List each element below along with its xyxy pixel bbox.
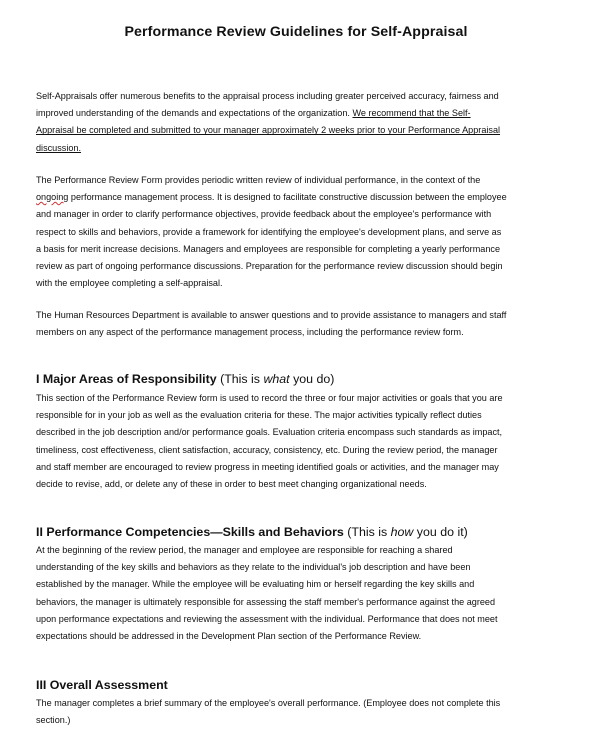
form-line-7: with the employee completing a self-appraisal. bbox=[36, 278, 223, 289]
intro-line-3: Appraisal be completed and submitted to your manager approximately 2 weeks prior to your Performance Appraisal bbox=[36, 125, 501, 136]
s1-line-6: decide to revise, add, or delete any of these in order to best meet changing organizational needs. bbox=[36, 479, 427, 490]
section-2-heading-title: II Performance Competencies—Skills and Behaviors bbox=[36, 525, 344, 539]
s1-line-2: responsible for in your job as well as the evaluation criteria for these. The major activities typically reflect duties bbox=[36, 410, 482, 421]
hr-line-2: members on any aspect of the performance management process, including the performance review form. bbox=[36, 327, 464, 338]
intro-recommendation-start: We recommend that the Self- bbox=[352, 108, 471, 119]
form-line-6: review as part of ongoing performance discussions. Preparation for the performance review discussion should begin bbox=[36, 261, 503, 272]
s1-line-3: described in the job description and/or performance goals. Evaluation criteria encompass such standards as impact, bbox=[36, 427, 503, 438]
intro-line-2 bbox=[36, 105, 560, 122]
intro-paragraph bbox=[36, 88, 560, 157]
section-1-heading-post: you do) bbox=[289, 372, 335, 386]
section-2-heading-post: you do it) bbox=[413, 525, 468, 539]
section-1-heading-pre: (This is bbox=[216, 372, 264, 386]
s2-line-4: behaviors, the manager is ultimately responsible for assessing the staff member's performance against the agreed bbox=[36, 596, 496, 607]
form-line-5: a basis for merit increase decisions. Managers and employees are responsible for completing a yearly performance bbox=[36, 243, 501, 254]
form-line-2-text: performance management process. It is designed to facilitate constructive discussion between the employee bbox=[68, 192, 507, 203]
section-2-heading bbox=[36, 525, 468, 539]
section-2-body bbox=[36, 542, 560, 645]
intro-line-1: Self-Appraisals offer numerous benefits to the appraisal process including greater perceived accuracy, fairness and bbox=[36, 91, 499, 101]
s2-line-2: understanding of the key skills and behaviors as they relate to the individual's job description and have been bbox=[36, 562, 471, 573]
section-1-heading-em: what bbox=[263, 372, 290, 386]
s1-line-4: timeliness, cost effectiveness, client satisfaction, accuracy, consistency, etc. During the review period, the manager bbox=[36, 444, 498, 455]
section-2-heading-em: how bbox=[390, 525, 414, 539]
section-3-body bbox=[36, 695, 560, 729]
s2-line-5: upon performance expectations and reviewing the assessment with the individual. Performance that does not meet bbox=[36, 613, 498, 624]
section-3-heading bbox=[36, 678, 168, 692]
document-title: Performance Review Guidelines for Self-Appraisal bbox=[124, 24, 468, 40]
section-1-heading bbox=[36, 372, 334, 386]
form-line-1: The Performance Review Form provides periodic written review of individual performance, in the context of the bbox=[36, 175, 481, 185]
s2-line-6: expectations should be addressed in the Development Plan section of the Performance Review. bbox=[36, 631, 422, 642]
s1-line-1: This section of the Performance Review form is used to record the three or four major activities or goals that you are bbox=[36, 393, 503, 403]
s3-line-1: The manager completes a brief summary of the employee's overall performance. (Employee does not complete this bbox=[36, 698, 501, 708]
review-form-paragraph bbox=[36, 172, 560, 292]
hr-paragraph bbox=[36, 307, 560, 341]
s2-line-1: At the beginning of the review period, the manager and employee are responsible for reaching a shared bbox=[36, 545, 453, 555]
s2-line-3: established by the manager. While the employee will be evaluating him or herself regarding the key skills and bbox=[36, 579, 475, 590]
section-2-heading-pre: (This is bbox=[343, 525, 391, 539]
section-1-body bbox=[36, 390, 560, 493]
section-1-heading-title: I Major Areas of Responsibility bbox=[36, 372, 217, 386]
spellcheck-word: ongoing bbox=[36, 192, 69, 203]
form-line-4: respect to skills and behaviors, provide a framework for identifying the employee's development plans, and serve as bbox=[36, 226, 502, 237]
intro-line-2-text: improved understanding of the demands and expectations of the organization. bbox=[36, 108, 353, 119]
form-line-3: and manager in order to clarify performance objectives, provide feedback about the employee's performance with bbox=[36, 209, 492, 220]
s3-line-2: section.) bbox=[36, 715, 71, 726]
hr-line-1: The Human Resources Department is available to answer questions and to provide assistance to managers and staff bbox=[36, 310, 507, 320]
form-line-2 bbox=[36, 189, 560, 206]
s1-line-5: and staff member are encouraged to review progress in meeting identified goals or activities, and the manager may bbox=[36, 461, 499, 472]
intro-line-4: discussion. bbox=[36, 142, 81, 153]
section-3-heading-title: III Overall Assessment bbox=[36, 678, 168, 692]
